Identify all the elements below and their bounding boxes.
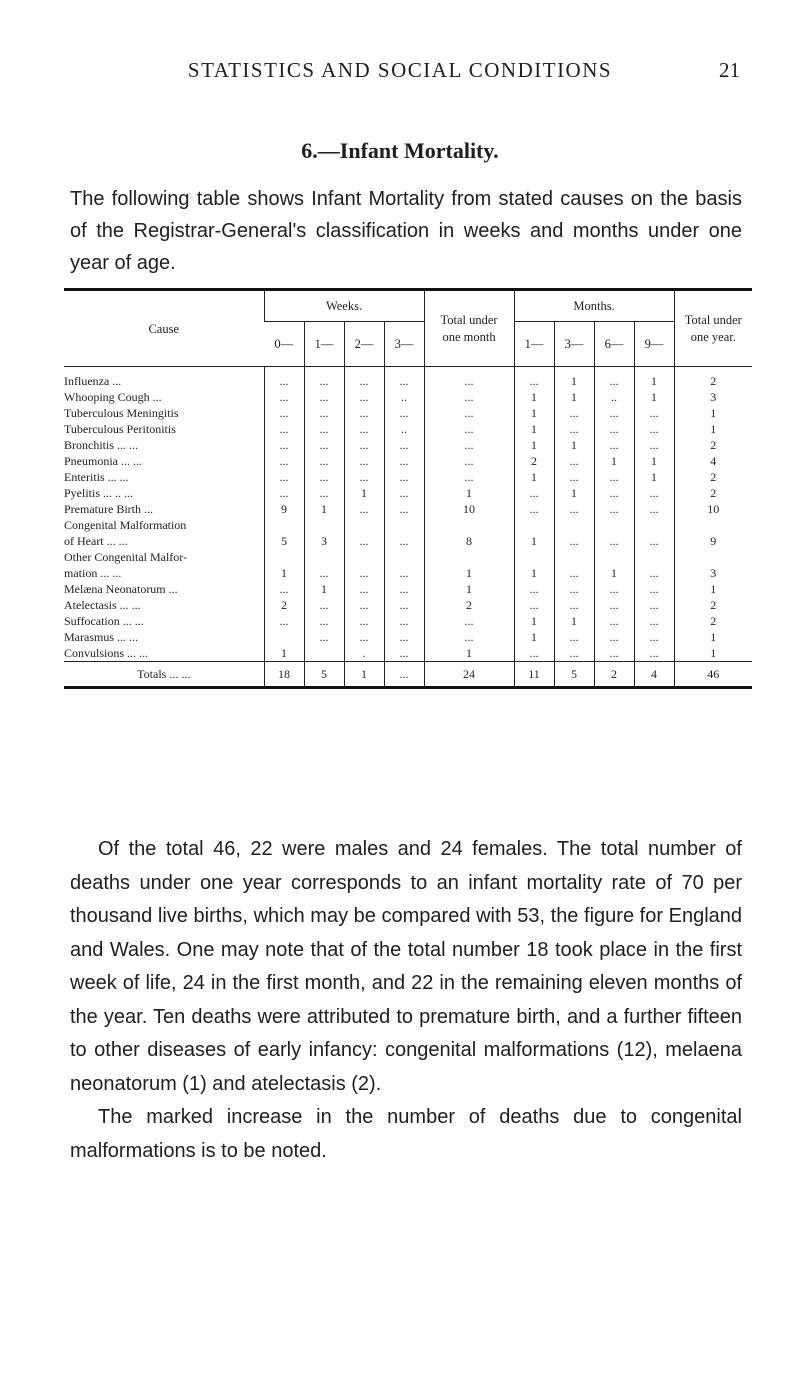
table-cell: 1 <box>674 581 752 597</box>
table-cell: .. <box>384 389 424 405</box>
table-cell: ... <box>264 437 304 453</box>
table-cell: ... <box>344 405 384 421</box>
cause-cell: of Heart ... ... <box>64 534 128 548</box>
table-cell: 1 <box>554 613 594 629</box>
table-row <box>64 517 752 533</box>
table-cell: 2 <box>264 597 304 613</box>
table-cell: ... <box>384 581 424 597</box>
table-cell: ... <box>344 453 384 469</box>
table-cell: 1 <box>634 367 674 390</box>
table-cell: ... <box>384 405 424 421</box>
table-cell: ... <box>594 645 634 662</box>
table-cell: 11 <box>514 662 554 688</box>
table-cell <box>424 549 514 565</box>
table-cell: ... <box>304 437 344 453</box>
cause-cell: Marasmus ... ... <box>64 630 138 644</box>
table-cell: 1 <box>424 581 514 597</box>
table-cell: ... <box>384 629 424 645</box>
table-cell: ... <box>424 613 514 629</box>
table-cell: 24 <box>424 662 514 688</box>
table-cell: ... <box>264 581 304 597</box>
table-row <box>64 437 752 453</box>
table-cell: ... <box>424 437 514 453</box>
table-cell: ... <box>384 533 424 549</box>
table-cell: ... <box>594 597 634 613</box>
table-cell: 1 <box>264 645 304 662</box>
table-cell: ... <box>594 629 634 645</box>
table-cell <box>594 517 634 533</box>
table-cell: 1 <box>514 565 554 581</box>
table-cell: ... <box>304 613 344 629</box>
table-cell: 1 <box>424 565 514 581</box>
table-cell: ... <box>304 629 344 645</box>
table-cell: ... <box>384 453 424 469</box>
table-cell: ... <box>344 565 384 581</box>
infant-mortality-table <box>64 288 752 689</box>
table-cell <box>514 549 554 565</box>
table-cell: ... <box>344 469 384 485</box>
table-cell: ... <box>304 367 344 390</box>
table-cell: ... <box>344 421 384 437</box>
table-cell: 1 <box>634 389 674 405</box>
table-cell: 4 <box>674 453 752 469</box>
table-cell: ... <box>634 437 674 453</box>
table-cell: 1 <box>634 453 674 469</box>
table-cell: ... <box>514 597 554 613</box>
table-cell: ... <box>594 501 634 517</box>
table-cell: ... <box>304 469 344 485</box>
table-cell: .. <box>594 389 634 405</box>
cause-cell: Atelectasis ... ... <box>64 598 141 612</box>
table-row <box>64 389 752 405</box>
table-cell: ... <box>554 501 594 517</box>
table-cell: ... <box>384 597 424 613</box>
table-row <box>64 421 752 437</box>
table-row <box>64 581 752 597</box>
table-cell: ... <box>514 581 554 597</box>
table-cell: ... <box>344 629 384 645</box>
table-row <box>64 629 752 645</box>
body-text <box>70 833 742 1168</box>
table-cell: ... <box>514 501 554 517</box>
table-cell: ... <box>344 389 384 405</box>
table-cell: 1 <box>554 389 594 405</box>
table-cell: 46 <box>674 662 752 688</box>
table-cell: 8 <box>424 533 514 549</box>
table-cell: ... <box>634 565 674 581</box>
table-cell: .. <box>384 421 424 437</box>
section-title: 6.—Infant Mortality. <box>301 138 499 163</box>
week-col-3: 3— <box>384 322 424 367</box>
table-cell: 1 <box>514 469 554 485</box>
table-cell: ... <box>634 405 674 421</box>
table-cell: 3 <box>674 389 752 405</box>
table-cell: ... <box>594 533 634 549</box>
table-cell <box>424 517 514 533</box>
total-under-month-header: Total under one month <box>424 290 514 367</box>
table-cell: ... <box>344 597 384 613</box>
table-cell: ... <box>554 405 594 421</box>
cause-cell: Tuberculous Meningitis <box>64 406 179 420</box>
table-cell: 2 <box>594 662 634 688</box>
week-col-0: 0— <box>264 322 304 367</box>
intro-paragraph: The following table shows Infant Mortality from stated causes on the basis of the Registrar-General's classification in weeks and months under one year of age. <box>70 188 742 274</box>
table-cell: ... <box>344 501 384 517</box>
table-cell: 2 <box>424 597 514 613</box>
table-cell: 2 <box>674 469 752 485</box>
table-cell: 1 <box>514 405 554 421</box>
table-cell: 10 <box>424 501 514 517</box>
totals-row <box>64 662 752 688</box>
table-cell: 9 <box>264 501 304 517</box>
table-cell: ... <box>554 453 594 469</box>
table-cell: 2 <box>674 367 752 390</box>
table-cell: 1 <box>514 613 554 629</box>
table-cell: ... <box>384 565 424 581</box>
month-col-3: 3— <box>554 322 594 367</box>
table-cell: ... <box>264 421 304 437</box>
table-cell: 2 <box>674 437 752 453</box>
table-cell: ... <box>594 613 634 629</box>
running-head <box>0 58 800 88</box>
table-cell: 1 <box>554 367 594 390</box>
table-cell: ... <box>424 389 514 405</box>
cause-cell: Pyelitis ... .. ... <box>64 486 134 500</box>
table-cell: ... <box>594 469 634 485</box>
table-cell: ... <box>264 469 304 485</box>
table-row <box>64 533 752 549</box>
table-cell: ... <box>554 421 594 437</box>
running-head-title: STATISTICS AND SOCIAL CONDITIONS <box>187 58 613 82</box>
table-cell <box>634 517 674 533</box>
cause-cell: Premature Birth ... <box>64 502 153 516</box>
cause-header: Cause <box>64 290 264 367</box>
cause-cell: Tuberculous Peritonitis <box>64 422 176 436</box>
table-row <box>64 597 752 613</box>
table-cell: 1 <box>594 453 634 469</box>
table-cell <box>554 517 594 533</box>
table-cell: ... <box>384 645 424 662</box>
table-cell: 1 <box>424 645 514 662</box>
table-cell: ... <box>264 405 304 421</box>
table-row <box>64 549 752 565</box>
table-cell: ... <box>594 421 634 437</box>
table-cell: 2 <box>674 597 752 613</box>
table-cell: ... <box>424 367 514 390</box>
table-cell: ... <box>634 629 674 645</box>
table-cell: ... <box>514 367 554 390</box>
table-cell: 1 <box>514 629 554 645</box>
table-cell: ... <box>514 645 554 662</box>
table-cell: ... <box>554 597 594 613</box>
table-cell: 4 <box>634 662 674 688</box>
table-cell: ... <box>594 437 634 453</box>
table-cell: ... <box>304 565 344 581</box>
paragraph-totals: Of the total 46, 22 were males and 24 females. The total number of deaths under one year corresponds to an infant mortality rate of 70 per thousand live births, which may be compared with 53, the figure for England and Wales. One may note that of the total number 18 took place in the first week of life, 24 in the first month, and 22 in the remaining eleven months of the year. Ten deaths were attributed to premature birth, and a further fifteen to other diseases of early infancy: congenital malformations (12), melaena neonatorum (1) and atelectasis (2). <box>70 838 742 1095</box>
table-body <box>64 367 752 662</box>
cause-cell: Suffocation ... ... <box>64 614 144 628</box>
table-cell <box>264 549 304 565</box>
table-cell: ... <box>634 421 674 437</box>
table-cell <box>304 517 344 533</box>
total-under-year-header: Total under one year. <box>674 290 752 367</box>
table-cell: ... <box>554 565 594 581</box>
table-cell: ... <box>424 453 514 469</box>
cause-cell: Enteritis ... ... <box>64 470 129 484</box>
table-cell: ... <box>634 501 674 517</box>
table-row <box>64 501 752 517</box>
table-cell <box>634 549 674 565</box>
table-cell: 9 <box>674 533 752 549</box>
table-cell: ... <box>304 389 344 405</box>
table-cell: 1 <box>514 533 554 549</box>
table-row <box>64 565 752 581</box>
table-cell: ... <box>344 437 384 453</box>
table-cell: 18 <box>264 662 304 688</box>
table-cell: ... <box>554 581 594 597</box>
table-cell: ... <box>634 597 674 613</box>
table-cell <box>344 517 384 533</box>
table-cell: ... <box>554 469 594 485</box>
table-cell: ... <box>424 469 514 485</box>
table-cell: 1 <box>634 469 674 485</box>
table-cell: 2 <box>674 613 752 629</box>
table-cell: ... <box>384 469 424 485</box>
table-cell: ... <box>594 485 634 501</box>
totals-label: Totals ... ... <box>64 662 264 688</box>
table-cell: ... <box>384 485 424 501</box>
table-row <box>64 453 752 469</box>
table-cell: ... <box>424 405 514 421</box>
table-cell: 1 <box>304 581 344 597</box>
table-cell <box>264 517 304 533</box>
table-cell: ... <box>344 613 384 629</box>
table-cell: ... <box>594 367 634 390</box>
month-col-6: 6— <box>594 322 634 367</box>
table-cell: ... <box>264 453 304 469</box>
table-cell: ... <box>304 453 344 469</box>
table-cell: 1 <box>514 389 554 405</box>
table-cell <box>514 517 554 533</box>
table-row <box>64 405 752 421</box>
cause-cell: Whooping Cough ... <box>64 390 162 404</box>
table-cell: ... <box>344 581 384 597</box>
table-cell: ... <box>384 367 424 390</box>
page-number: 21 <box>719 58 740 82</box>
month-col-1: 1— <box>514 322 554 367</box>
months-header: Months. <box>514 290 674 322</box>
month-col-9: 9— <box>634 322 674 367</box>
table-cell: ... <box>634 645 674 662</box>
cause-cell: Influenza ... <box>64 374 122 388</box>
paragraph-increase: The marked increase in the number of deaths due to congenital malformations is to be noted. <box>70 1106 742 1162</box>
table-cell: ... <box>304 485 344 501</box>
table-cell: 5 <box>304 662 344 688</box>
table-cell: 1 <box>674 629 752 645</box>
table-cell: 1 <box>554 437 594 453</box>
table-cell: ... <box>554 533 594 549</box>
table-cell: ... <box>634 485 674 501</box>
table-cell: 1 <box>344 662 384 688</box>
table-cell <box>304 549 344 565</box>
table-row <box>64 469 752 485</box>
table-cell: 1 <box>424 485 514 501</box>
table-cell: ... <box>384 437 424 453</box>
table-cell: ... <box>304 597 344 613</box>
table-cell: ... <box>514 485 554 501</box>
table-row <box>64 367 752 390</box>
table-cell: ... <box>634 581 674 597</box>
cause-cell: Other Congenital Malfor- <box>64 550 188 564</box>
table-cell: ... <box>384 662 424 688</box>
table-cell: ... <box>264 367 304 390</box>
table-cell <box>674 549 752 565</box>
table-cell: 1 <box>674 421 752 437</box>
table-cell: ... <box>384 501 424 517</box>
cause-cell: Convulsions ... ... <box>64 646 149 660</box>
table-cell <box>674 517 752 533</box>
cause-cell: mation ... ... <box>64 566 122 580</box>
table-cell: 2 <box>514 453 554 469</box>
table-cell <box>344 549 384 565</box>
table-cell: 1 <box>344 485 384 501</box>
table-cell: ... <box>554 645 594 662</box>
table-cell: 1 <box>264 565 304 581</box>
table-cell: ... <box>384 613 424 629</box>
table-cell <box>264 629 304 645</box>
table-cell: ... <box>344 533 384 549</box>
table-cell: ... <box>264 389 304 405</box>
table-cell: ... <box>424 629 514 645</box>
table-row <box>64 485 752 501</box>
table-cell: ... <box>594 581 634 597</box>
table-cell: ... <box>304 421 344 437</box>
table-cell <box>594 549 634 565</box>
table-cell: 5 <box>554 662 594 688</box>
table-cell: ... <box>634 533 674 549</box>
table-cell: 2 <box>674 485 752 501</box>
table-cell: 1 <box>514 421 554 437</box>
cause-cell: Melæna Neonatorum ... <box>64 582 178 596</box>
table-cell: ... <box>304 405 344 421</box>
table-cell: 1 <box>674 645 752 662</box>
week-col-2: 2— <box>344 322 384 367</box>
table-cell: 1 <box>594 565 634 581</box>
table-cell: 10 <box>674 501 752 517</box>
table-cell <box>304 645 344 662</box>
week-col-1: 1— <box>304 322 344 367</box>
table-cell: 1 <box>304 501 344 517</box>
table-cell: ... <box>554 629 594 645</box>
table-cell <box>384 549 424 565</box>
table-cell: ... <box>594 405 634 421</box>
table-cell: ... <box>424 421 514 437</box>
table-cell <box>554 549 594 565</box>
table-cell: 1 <box>514 437 554 453</box>
table-cell: 5 <box>264 533 304 549</box>
weeks-header: Weeks. <box>264 290 424 322</box>
table-cell: ... <box>344 367 384 390</box>
table-cell: 1 <box>554 485 594 501</box>
table-row <box>64 613 752 629</box>
table-cell: ... <box>264 485 304 501</box>
table-cell: ... <box>634 613 674 629</box>
cause-cell: Bronchitis ... ... <box>64 438 138 452</box>
table-cell <box>384 517 424 533</box>
table-cell: 3 <box>674 565 752 581</box>
cause-cell: Congenital Malformation <box>64 518 187 532</box>
table-row <box>64 645 752 662</box>
table-cell: 3 <box>304 533 344 549</box>
table-cell: ... <box>264 613 304 629</box>
table-cell: 1 <box>674 405 752 421</box>
table-cell: . <box>344 645 384 662</box>
cause-cell: Pneumonia ... ... <box>64 454 142 468</box>
